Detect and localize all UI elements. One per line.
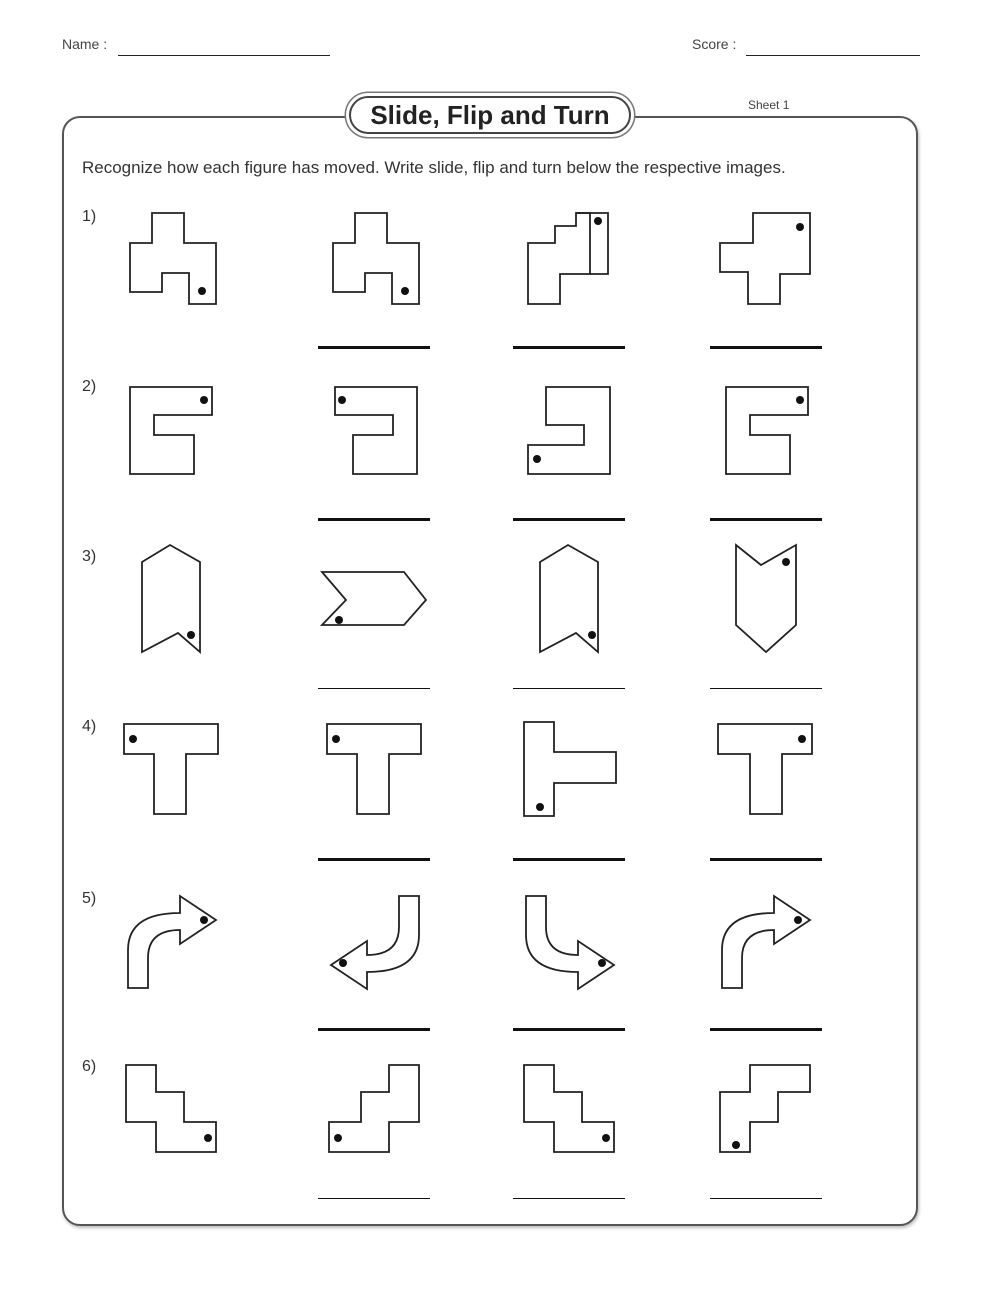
answer-line-6a[interactable] bbox=[318, 1198, 430, 1199]
figure-5-option-a bbox=[313, 880, 433, 1000]
answer-line-6b[interactable] bbox=[513, 1198, 625, 1199]
answer-line-1c[interactable] bbox=[710, 346, 822, 349]
answer-line-1b[interactable] bbox=[513, 346, 625, 349]
figure-3-original bbox=[112, 540, 232, 660]
answer-line-2c[interactable] bbox=[710, 518, 822, 521]
answer-line-3a[interactable] bbox=[318, 688, 430, 689]
answer-line-5a[interactable] bbox=[318, 1028, 430, 1031]
figure-3-option-b bbox=[510, 540, 630, 660]
answer-line-3b[interactable] bbox=[513, 688, 625, 689]
page-title: Slide, Flip and Turn bbox=[349, 96, 631, 134]
name-label: Name : bbox=[62, 36, 108, 52]
figure-3-option-a bbox=[312, 540, 432, 660]
figure-1-option-a bbox=[315, 196, 435, 316]
question-number-2: 2) bbox=[82, 378, 97, 395]
figure-1-original bbox=[112, 196, 232, 316]
question-number-1: 1) bbox=[82, 208, 97, 225]
figure-4-option-b bbox=[510, 710, 630, 830]
figure-1-option-b bbox=[510, 196, 630, 316]
question-number-5: 5) bbox=[82, 890, 97, 907]
answer-line-2a[interactable] bbox=[318, 518, 430, 521]
answer-line-4c[interactable] bbox=[710, 858, 822, 861]
figure-6-option-a bbox=[313, 1050, 433, 1170]
score-label: Score : bbox=[692, 36, 737, 52]
figure-5-option-b bbox=[510, 880, 630, 1000]
figure-2-original bbox=[112, 370, 232, 490]
score-field[interactable] bbox=[746, 55, 920, 56]
figure-6-option-b bbox=[510, 1050, 630, 1170]
answer-line-4a[interactable] bbox=[318, 858, 430, 861]
figure-4-option-a bbox=[313, 710, 433, 830]
figure-2-option-c bbox=[708, 370, 828, 490]
figure-6-original bbox=[112, 1050, 232, 1170]
question-number-6: 6) bbox=[82, 1058, 97, 1075]
sheet-label: Sheet 1 bbox=[748, 98, 790, 112]
figure-4-option-c bbox=[706, 710, 826, 830]
question-number-3: 3) bbox=[82, 548, 97, 565]
question-number-4: 4) bbox=[82, 718, 97, 735]
answer-line-1a[interactable] bbox=[318, 346, 430, 349]
answer-line-5b[interactable] bbox=[513, 1028, 625, 1031]
name-field[interactable] bbox=[118, 55, 330, 56]
figure-5-original bbox=[112, 880, 232, 1000]
answer-line-4b[interactable] bbox=[513, 858, 625, 861]
figure-6-option-c bbox=[706, 1050, 826, 1170]
instructions: Recognize how each figure has moved. Write slide, flip and turn below the respective images. bbox=[82, 158, 786, 177]
figure-2-option-b bbox=[510, 370, 630, 490]
answer-line-5c[interactable] bbox=[710, 1028, 822, 1031]
figure-1-option-c bbox=[708, 196, 828, 316]
figure-4-original bbox=[112, 710, 232, 830]
answer-line-3c[interactable] bbox=[710, 688, 822, 689]
figure-5-option-c bbox=[706, 880, 826, 1000]
answer-line-6c[interactable] bbox=[710, 1198, 822, 1199]
figure-3-option-c bbox=[706, 540, 826, 660]
answer-line-2b[interactable] bbox=[513, 518, 625, 521]
figure-2-option-a bbox=[315, 370, 435, 490]
